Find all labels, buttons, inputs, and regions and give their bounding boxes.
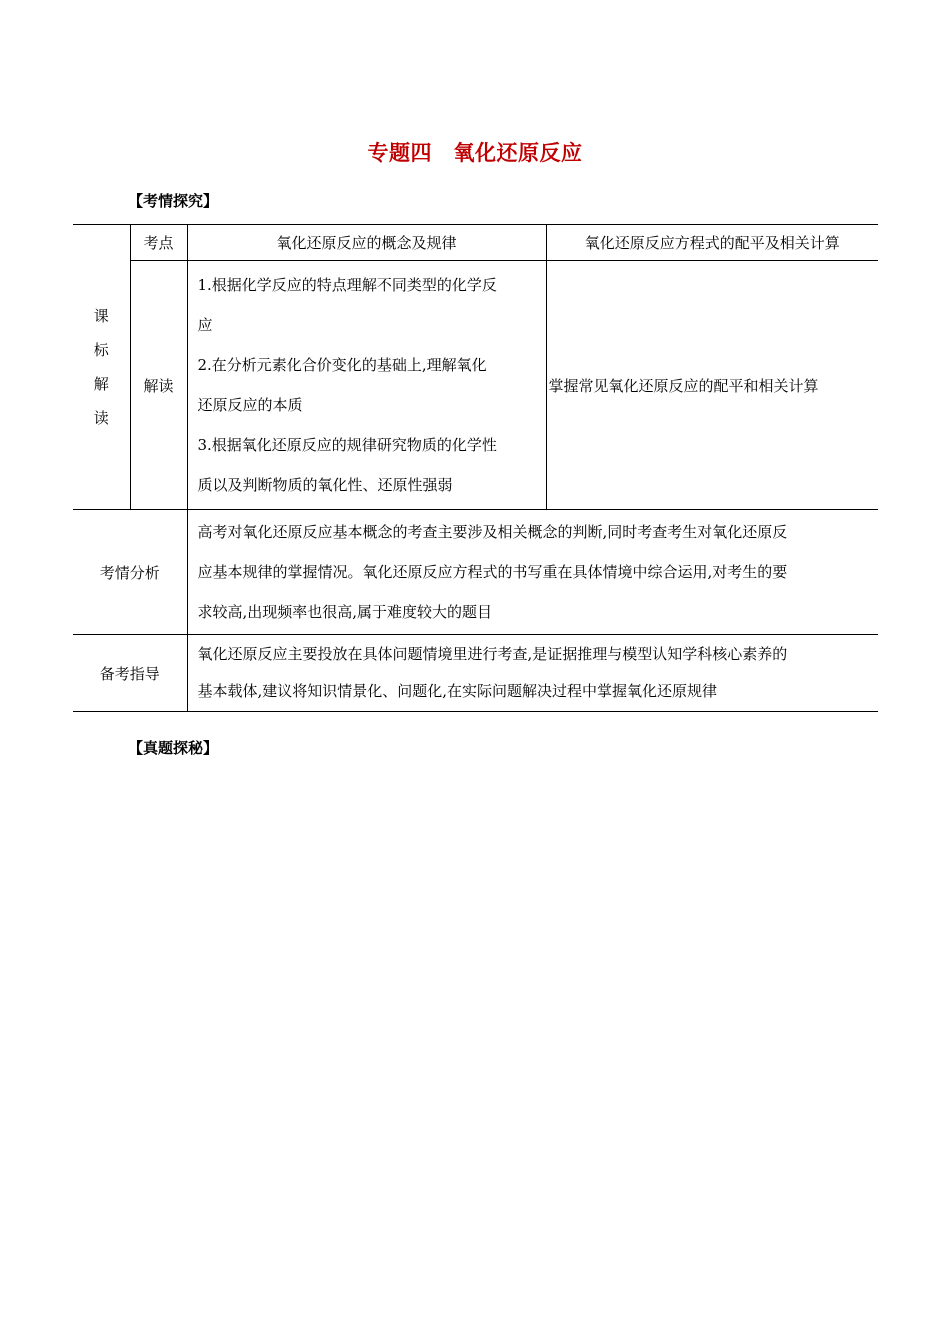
row-group-char: 解 xyxy=(93,375,109,393)
page-title: 专题四 氧化还原反应 xyxy=(367,141,583,165)
interpret-concept-cell xyxy=(187,261,546,510)
analysis-text-cell xyxy=(187,510,878,635)
interpret-balancing-cell xyxy=(546,261,878,510)
interpret-line: 3.根据氧化还原反应的规律研究物质的化学性 xyxy=(197,436,497,454)
table-row xyxy=(73,261,878,510)
row-group-label xyxy=(73,225,130,510)
row-group-char: 读 xyxy=(93,409,109,427)
analysis-label-cell: 考情分析 xyxy=(73,510,187,635)
row-group-char: 课 xyxy=(93,307,109,325)
guide-text-cell xyxy=(187,635,878,712)
guide-line: 基本载体,建议将知识情景化、问题化,在实际问题解决过程中掌握氧化还原规律 xyxy=(197,682,718,700)
header-cell-balancing: 氧化还原反应方程式的配平及相关计算 xyxy=(546,225,878,261)
analysis-line: 应基本规律的掌握情况。氧化还原反应方程式的书写重在具体情境中综合运用,对考生的要 xyxy=(197,563,788,581)
analysis-line: 求较高,出现频率也很高,属于难度较大的题目 xyxy=(197,603,493,621)
row-group-char: 标 xyxy=(93,341,109,359)
interpret-line: 2.在分析元素化合价变化的基础上,理解氧化 xyxy=(197,356,487,374)
interpret-label-cell: 解读 xyxy=(130,261,187,510)
interpret-line: 还原反应的本质 xyxy=(197,396,303,414)
section-heading-real-exam: 【真题探秘】 xyxy=(128,739,219,757)
table-row xyxy=(73,635,878,712)
section-heading-exam-analysis: 【考情探究】 xyxy=(128,192,219,210)
interpret-line: 应 xyxy=(197,316,213,334)
interpret-line: 1.根据化学反应的特点理解不同类型的化学反 xyxy=(197,276,497,294)
interpret-line: 质以及判断物质的氧化性、还原性强弱 xyxy=(197,476,453,494)
header-cell-kaodian: 考点 xyxy=(130,225,187,261)
table-row xyxy=(73,510,878,635)
guide-line: 氧化还原反应主要投放在具体问题情境里进行考查,是证据推理与模型认知学科核心素养的 xyxy=(197,645,788,663)
exam-outline-table xyxy=(73,224,878,712)
analysis-line: 高考对氧化还原反应基本概念的考查主要涉及相关概念的判断,同时考查考生对氧化还原反 xyxy=(197,523,788,541)
interpret-balancing-text: 掌握常见氧化还原反应的配平和相关计算 xyxy=(548,376,819,395)
guide-label-cell: 备考指导 xyxy=(73,635,187,712)
header-cell-concept: 氧化还原反应的概念及规律 xyxy=(187,225,546,261)
table-row xyxy=(73,225,878,261)
